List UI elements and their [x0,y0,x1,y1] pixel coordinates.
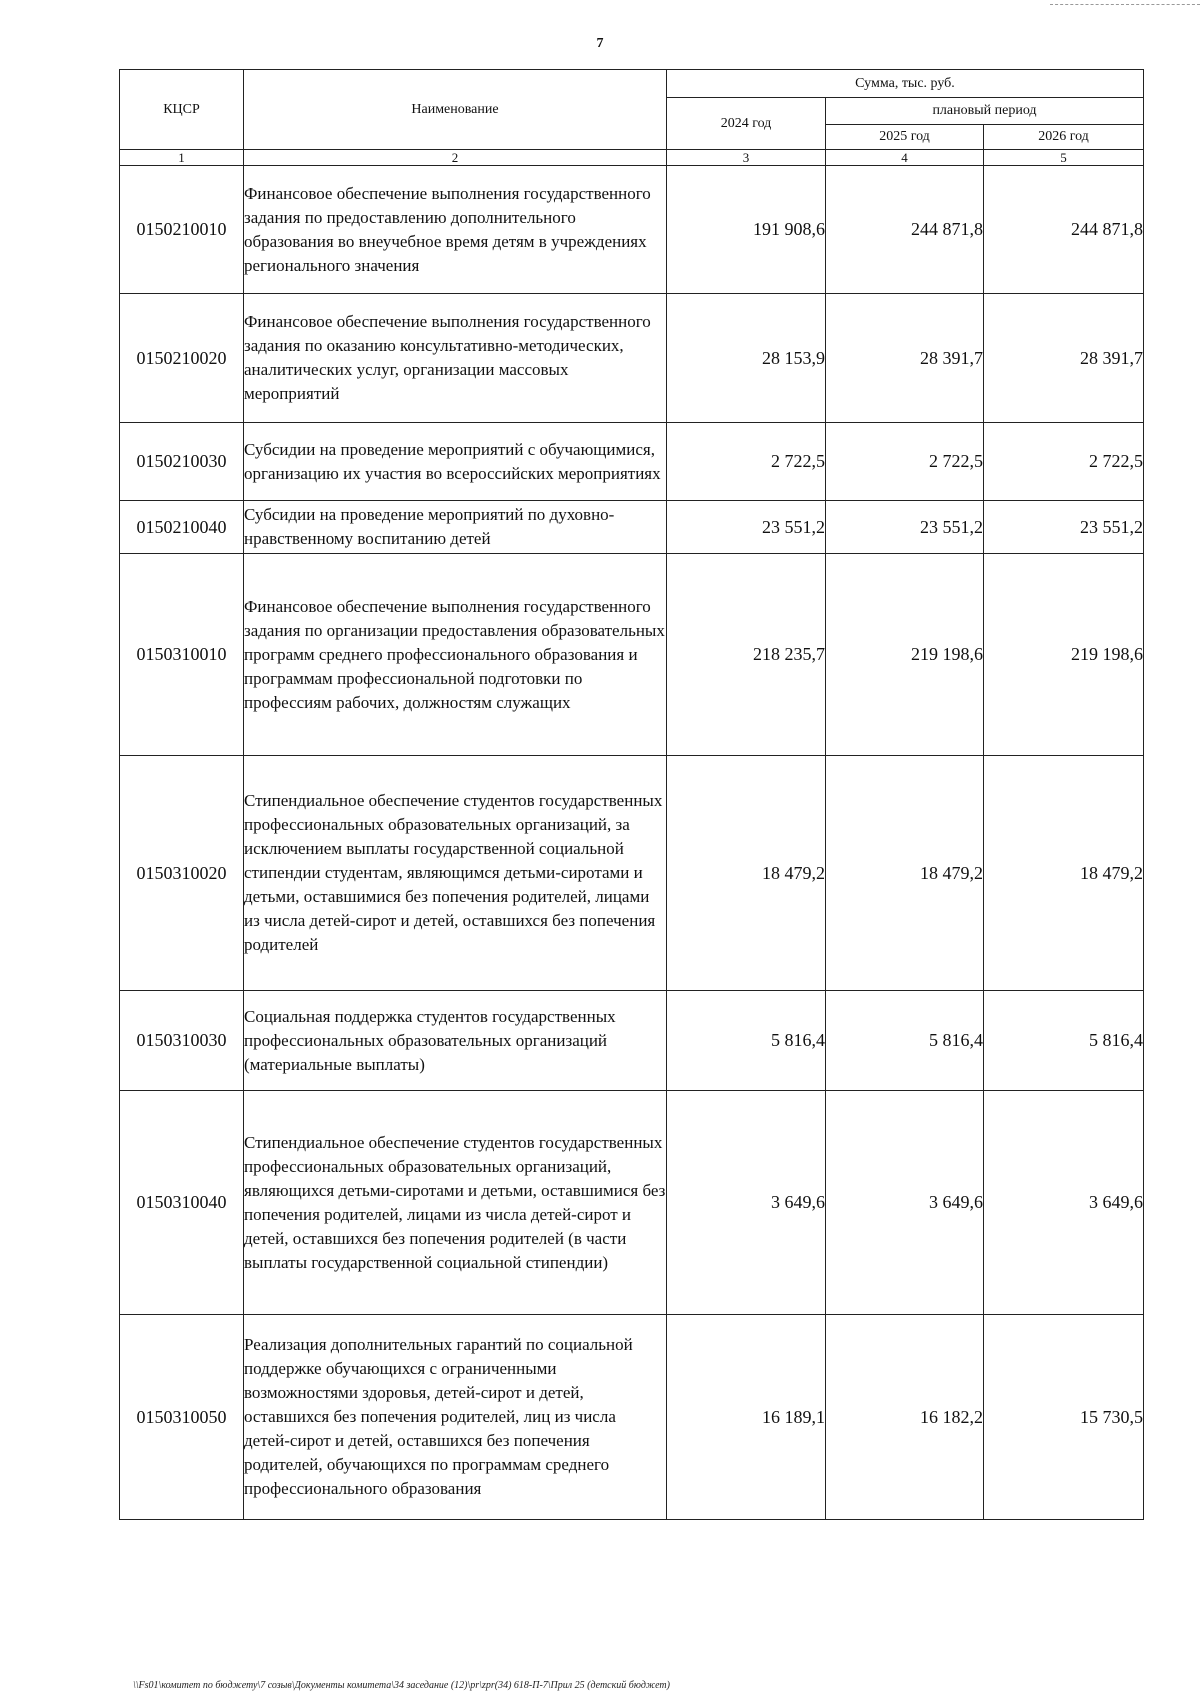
amount-2026: 5 816,4 [984,991,1144,1091]
amount-2025: 244 871,8 [826,166,984,294]
row-code: 0150210030 [120,423,244,501]
row-name: Финансовое обеспечение выполнения государственного задания по организации предоставления образовательных программ среднего профессионального образования и программам профессиональной подготовки по профессиям рабочих, должностям служащих [244,554,667,756]
amount-2026: 28 391,7 [984,294,1144,423]
amount-2024: 16 189,1 [667,1315,826,1520]
amount-2026: 219 198,6 [984,554,1144,756]
amount-2025: 3 649,6 [826,1091,984,1315]
amount-2026: 3 649,6 [984,1091,1144,1315]
amount-2024: 218 235,7 [667,554,826,756]
table-row [120,554,1144,756]
row-name: Социальная поддержка студентов государственных профессиональных образовательных организаций (материальные выплаты) [244,991,667,1091]
budget-table [119,69,1144,1520]
amount-2024: 28 153,9 [667,294,826,423]
row-code: 0150310010 [120,554,244,756]
amount-2025: 2 722,5 [826,423,984,501]
amount-2025: 219 198,6 [826,554,984,756]
row-name: Стипендиальное обеспечение студентов государственных профессиональных образовательных организаций, за исключением выплаты государственной социальной стипендии студентам, являющимся детьми-сиротами и детьми, оставшимися без попечения родителей, лицами из числа детей-сирот и детей, оставшихся без попечения родителей [244,756,667,991]
table-row [120,1091,1144,1315]
page-number: 7 [596,36,604,51]
amount-2025: 18 479,2 [826,756,984,991]
header-year-2026: 2026 год [984,125,1144,150]
header-year-2025: 2025 год [826,125,984,150]
row-name: Субсидии на проведение мероприятий с обучающимися, организацию их участия во всероссийских мероприятиях [244,423,667,501]
column-number: 5 [984,150,1144,166]
row-name: Реализация дополнительных гарантий по социальной поддержке обучающихся с ограниченными возможностями здоровья, детей-сирот и детей, оставшихся без попечения родителей, лиц из числа детей-сирот и детей, оставшихся без попечения родителей, обучающихся по программам среднего профессионального образования [244,1315,667,1520]
row-name: Финансовое обеспечение выполнения государственного задания по оказанию консультативно-методических, аналитических услуг, организации массовых мероприятий [244,294,667,423]
amount-2024: 23 551,2 [667,501,826,554]
footer-file-path: \\Fs01\комитет по бюджету\7 созыв\Документы комитета\34 заседание (12)\pr\zpr(34) 618-П-7\Прил 25 (детский бюджет) [133,1680,670,1691]
header-code: КЦСР [120,70,244,150]
row-code: 0150210020 [120,294,244,423]
row-code: 0150310040 [120,1091,244,1315]
amount-2026: 244 871,8 [984,166,1144,294]
table-row [120,423,1144,501]
header-sum: Сумма, тыс. руб. [667,70,1144,98]
amount-2024: 2 722,5 [667,423,826,501]
amount-2025: 28 391,7 [826,294,984,423]
table-row [120,501,1144,554]
table-row [120,1315,1144,1520]
row-code: 0150310020 [120,756,244,991]
amount-2026: 2 722,5 [984,423,1144,501]
column-number: 4 [826,150,984,166]
header-name: Наименование [244,70,667,150]
header-planned-period: плановый период [826,98,1144,125]
row-name: Финансовое обеспечение выполнения государственного задания по предоставлению дополнительного образования во внеучебное время детям в учреждениях регионального значения [244,166,667,294]
row-name: Субсидии на проведение мероприятий по духовно-нравственному воспитанию детей [244,501,667,554]
amount-2025: 23 551,2 [826,501,984,554]
table-row [120,294,1144,423]
amount-2026: 15 730,5 [984,1315,1144,1520]
amount-2024: 5 816,4 [667,991,826,1091]
table-row [120,166,1144,294]
table-row [120,991,1144,1091]
amount-2025: 5 816,4 [826,991,984,1091]
column-number: 1 [120,150,244,166]
amount-2026: 23 551,2 [984,501,1144,554]
row-name: Стипендиальное обеспечение студентов государственных профессиональных образовательных организаций, являющихся детьми-сиротами и детьми, оставшимися без попечения родителей, лицами из числа детей-сирот и детей, оставшихся без попечения родителей (в части выплаты государственной социальной стипендии) [244,1091,667,1315]
table-row [120,756,1144,991]
amount-2025: 16 182,2 [826,1315,984,1520]
scan-edge-line [1050,4,1200,5]
row-code: 0150310050 [120,1315,244,1520]
row-code: 0150210010 [120,166,244,294]
amount-2026: 18 479,2 [984,756,1144,991]
row-code: 0150210040 [120,501,244,554]
header-year-2024: 2024 год [667,98,826,150]
row-code: 0150310030 [120,991,244,1091]
column-number-row [120,150,1144,166]
amount-2024: 3 649,6 [667,1091,826,1315]
amount-2024: 191 908,6 [667,166,826,294]
column-number: 3 [667,150,826,166]
column-number: 2 [244,150,667,166]
amount-2024: 18 479,2 [667,756,826,991]
